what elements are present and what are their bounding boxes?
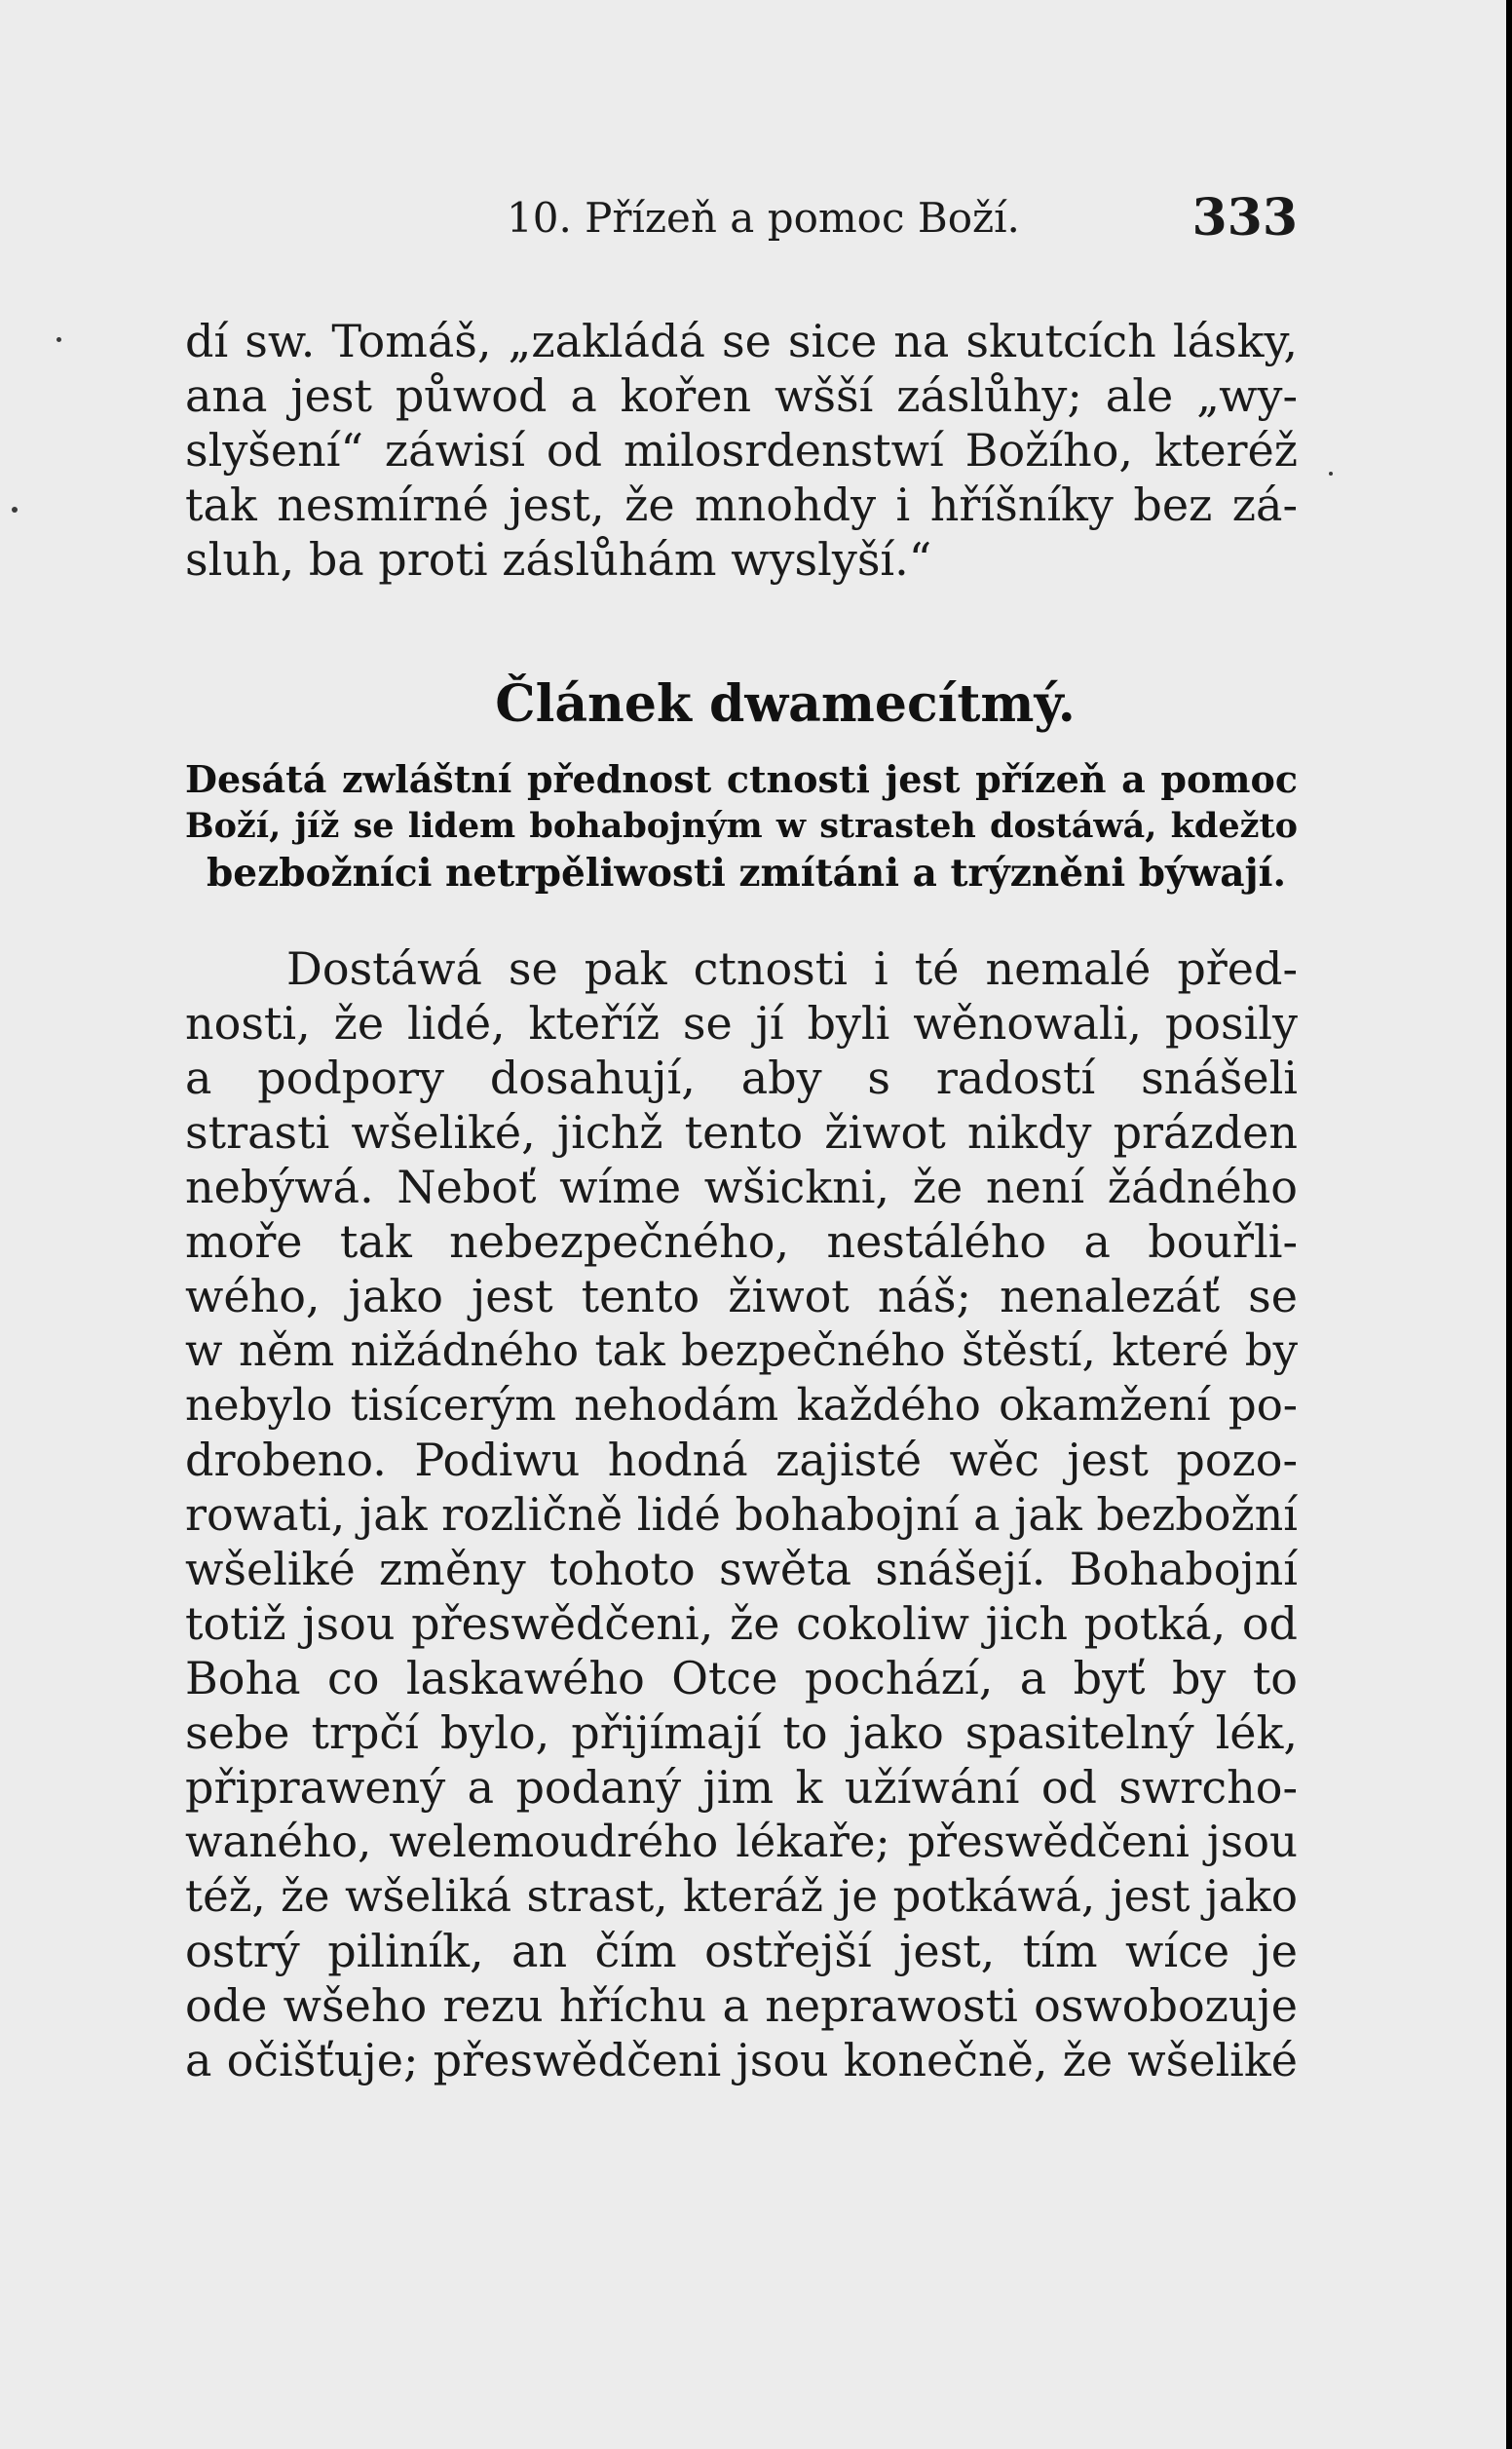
text-line: wého, jako jest tento žiwot náš; nenalezáť se: [185, 1270, 1298, 1322]
article-summary: [185, 756, 1298, 897]
paper-speck: [12, 507, 18, 513]
text-line: dí sw. Tomáš, „zakládá se sice na skutcích lásky,: [185, 315, 1298, 367]
text-line: připrawený a podaný jim k užíwání od swrcho-: [185, 1761, 1298, 1814]
paper-speck: [57, 337, 61, 342]
text-line: tak nesmírné jest, že mnohdy i hříšníky bez zá-: [185, 478, 1298, 531]
summary-line: bezbožníci netrpěliwosti zmítáni a trýzněni býwají.: [207, 851, 1287, 896]
paragraph-main: [185, 941, 1298, 2087]
text-line: totiž jsou přeswědčeni, že cokoliw jich potká, od: [185, 1597, 1298, 1650]
text-line: sebe trpčí bylo, přijímají to jako spasitelný lék,: [185, 1706, 1298, 1759]
text-line: a podpory dosahují, aby s radostí snášeli: [185, 1052, 1298, 1104]
text-line: též, že wšeliká strast, kteráž je potkáwá, jest jako: [185, 1870, 1298, 1922]
text-line: slyšení“ záwisí od milosrdenstwí Božího, kteréž: [185, 424, 1298, 477]
text-line: drobeno. Podiwu hodná zajisté wěc jest pozo-: [185, 1434, 1298, 1486]
text-line: Dostáwá se pak ctnosti i té nemalé před-: [286, 942, 1298, 995]
running-head: [185, 188, 1298, 256]
text-line: ana jest půwod a kořen wšší záslůhy; ale „wy-: [185, 369, 1298, 422]
summary-line: Desátá zwláštní přednost ctnosti jest přízeň a pomoc: [185, 757, 1298, 801]
text-line: ode wšeho rezu hříchu a neprawosti oswobozuje: [185, 1979, 1298, 2032]
text-line: a očišťuje; přeswědčeni jsou konečně, že wšeliké: [185, 2034, 1298, 2086]
summary-line: Boží, jíž se lidem bohabojným w strasteh dostáwá, kdežto: [185, 806, 1298, 846]
text-line: waného, welemoudrého lékaře; přeswědčeni jsou: [185, 1816, 1298, 1867]
text-line: strasti wšeliké, jichž tento žiwot nikdy prázden: [185, 1106, 1298, 1159]
text-line: nebylo tisícerým nehodám každého okamžení po-: [185, 1379, 1298, 1431]
running-title: 10. Přízeň a pomoc Boží.: [507, 194, 1020, 242]
text-line: rowati, jak rozličně lidé bohabojní a jak bezbožní: [185, 1488, 1298, 1541]
text-line: wšeliké změny tohoto swěta snášejí. Bohabojní: [185, 1543, 1298, 1595]
text-line: Boha co laskawého Otce pochází, a byť by to: [185, 1652, 1298, 1704]
paper-speck: [1329, 472, 1333, 476]
page-number: 333: [1191, 188, 1298, 248]
text-line: ostrý piliník, an čím ostřejší jest, tím wíce je: [185, 1925, 1298, 1977]
article-heading: [185, 670, 1298, 739]
article-heading-text: Článek dwamecítmý.: [495, 674, 1076, 734]
text-line: moře tak nebezpečného, nestálého a bouřli-: [185, 1215, 1298, 1268]
text-line: nebýwá. Neboť wíme wšickni, že není žádného: [185, 1161, 1298, 1213]
text-line: nosti, že lidé, kteříž se jí byli wěnowali, posily: [185, 997, 1298, 1050]
text-line: sluh, ba proti záslůhám wyslyší.“: [185, 533, 932, 586]
paragraph-continued: [185, 314, 1298, 587]
text-line: w něm nižádného tak bezpečného štěstí, které by: [185, 1324, 1298, 1376]
